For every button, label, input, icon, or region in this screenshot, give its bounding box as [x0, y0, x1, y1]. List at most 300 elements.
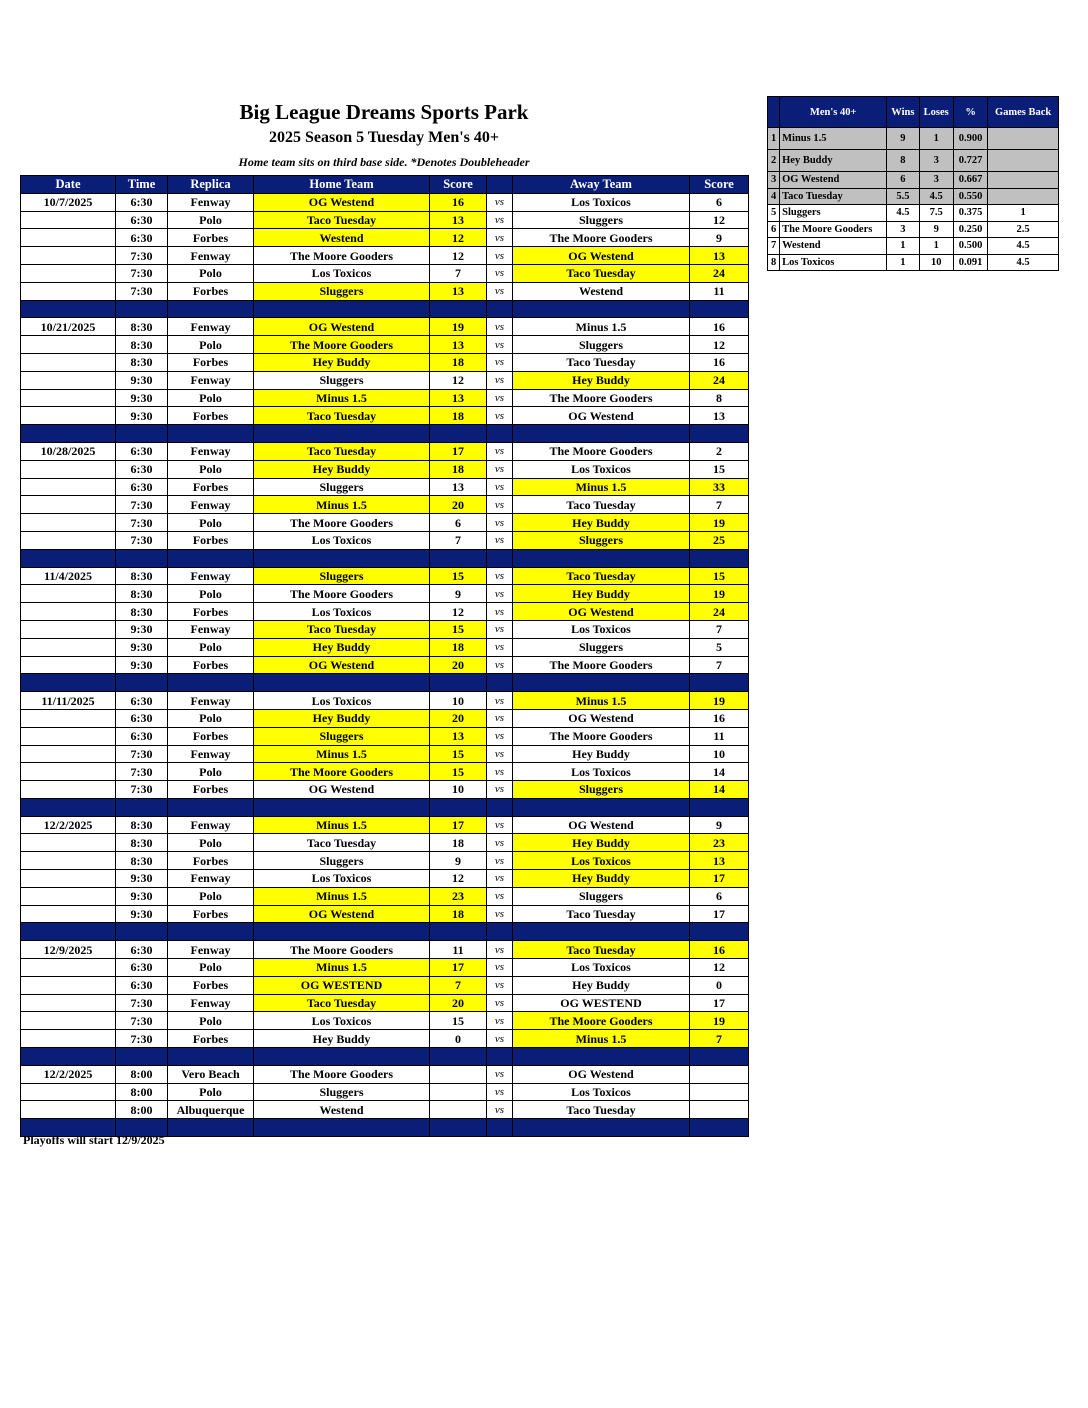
vs-label: vs	[487, 959, 513, 977]
away-team: Minus 1.5	[513, 318, 690, 336]
home-team: Westend	[254, 1101, 430, 1119]
game-time: 8:30	[116, 852, 168, 870]
home-score: 17	[430, 959, 487, 977]
game-date	[21, 336, 116, 354]
home-score: 17	[430, 816, 487, 834]
game-time: 8:00	[116, 1101, 168, 1119]
game-row	[21, 994, 749, 1012]
home-team: Hey Buddy	[254, 709, 430, 727]
game-replica: Forbes	[168, 229, 254, 247]
separator-cell	[487, 798, 513, 816]
separator-cell	[690, 798, 749, 816]
away-score: 6	[690, 193, 749, 211]
home-score: 23	[430, 887, 487, 905]
game-time: 6:30	[116, 976, 168, 994]
game-replica: Polo	[168, 585, 254, 603]
separator-cell	[254, 549, 430, 567]
away-team: The Moore Gooders	[513, 656, 690, 674]
game-row	[21, 193, 749, 211]
game-replica: Fenway	[168, 371, 254, 389]
game-time: 6:30	[116, 229, 168, 247]
away-team: Los Toxicos	[513, 852, 690, 870]
away-team: Los Toxicos	[513, 959, 690, 977]
game-date	[21, 389, 116, 407]
separator-cell	[168, 300, 254, 318]
game-date	[21, 959, 116, 977]
standings-table	[767, 96, 1059, 271]
standings-team: Hey Buddy	[780, 150, 887, 172]
home-team: Taco Tuesday	[254, 442, 430, 460]
separator-cell	[21, 300, 116, 318]
standings-loses: 1	[919, 128, 953, 150]
away-score: 19	[690, 1012, 749, 1030]
game-date	[21, 247, 116, 265]
separator-cell	[116, 549, 168, 567]
home-team: Minus 1.5	[254, 389, 430, 407]
away-score: 9	[690, 816, 749, 834]
home-team: Los Toxicos	[254, 870, 430, 888]
away-team: The Moore Gooders	[513, 389, 690, 407]
home-score: 10	[430, 692, 487, 710]
home-score: 7	[430, 531, 487, 549]
game-row	[21, 781, 749, 799]
home-score: 20	[430, 709, 487, 727]
standings-pct: 0.550	[953, 188, 987, 205]
vs-label: vs	[487, 852, 513, 870]
game-row	[21, 941, 749, 959]
game-row	[21, 692, 749, 710]
vs-label: vs	[487, 834, 513, 852]
separator-cell	[168, 549, 254, 567]
away-team: The Moore Gooders	[513, 229, 690, 247]
game-time: 9:30	[116, 620, 168, 638]
standings-loses: 4.5	[919, 188, 953, 205]
away-team: OG Westend	[513, 247, 690, 265]
vs-label: vs	[487, 211, 513, 229]
home-score: 13	[430, 211, 487, 229]
separator-cell	[487, 1119, 513, 1137]
game-date	[21, 781, 116, 799]
away-team: Minus 1.5	[513, 478, 690, 496]
separator-cell	[21, 798, 116, 816]
game-replica: Fenway	[168, 870, 254, 888]
game-date	[21, 620, 116, 638]
home-score: 15	[430, 763, 487, 781]
home-score: 18	[430, 638, 487, 656]
standings-games-back: 4.5	[988, 238, 1059, 255]
game-row	[21, 353, 749, 371]
home-team: Los Toxicos	[254, 531, 430, 549]
away-team: The Moore Gooders	[513, 1012, 690, 1030]
game-replica: Vero Beach	[168, 1065, 254, 1083]
away-score: 7	[690, 656, 749, 674]
home-team: The Moore Gooders	[254, 763, 430, 781]
vs-label: vs	[487, 763, 513, 781]
home-team: Minus 1.5	[254, 816, 430, 834]
standings-row	[768, 205, 1059, 222]
home-score: 18	[430, 460, 487, 478]
standings-wins: 5.5	[887, 188, 919, 205]
home-score: 0	[430, 1030, 487, 1048]
standings-row	[768, 254, 1059, 271]
game-date	[21, 994, 116, 1012]
home-score: 18	[430, 905, 487, 923]
vs-label: vs	[487, 816, 513, 834]
separator-cell	[430, 300, 487, 318]
game-date	[21, 656, 116, 674]
game-time: 8:00	[116, 1065, 168, 1083]
game-row	[21, 709, 749, 727]
game-replica: Forbes	[168, 727, 254, 745]
separator-cell	[254, 798, 430, 816]
separator-cell	[690, 300, 749, 318]
standings-wins: 1	[887, 238, 919, 255]
separator-cell	[21, 674, 116, 692]
game-replica: Forbes	[168, 976, 254, 994]
game-replica: Fenway	[168, 247, 254, 265]
game-replica: Forbes	[168, 1030, 254, 1048]
game-date: 10/7/2025	[21, 193, 116, 211]
separator-cell	[116, 923, 168, 941]
away-score: 17	[690, 870, 749, 888]
game-row	[21, 247, 749, 265]
separator-cell	[690, 425, 749, 443]
game-time: 7:30	[116, 1030, 168, 1048]
standings-row	[768, 221, 1059, 238]
standings-games-back	[988, 172, 1059, 189]
game-date	[21, 852, 116, 870]
col-header-away-score: Score	[690, 176, 749, 194]
home-team: Los Toxicos	[254, 1012, 430, 1030]
vs-label: vs	[487, 336, 513, 354]
game-time: 6:30	[116, 460, 168, 478]
standings-loses: 9	[919, 221, 953, 238]
away-team: Minus 1.5	[513, 692, 690, 710]
home-score: 7	[430, 264, 487, 282]
vs-label: vs	[487, 567, 513, 585]
away-team: OG Westend	[513, 709, 690, 727]
away-team: Los Toxicos	[513, 620, 690, 638]
game-date	[21, 976, 116, 994]
home-score: 13	[430, 727, 487, 745]
game-date	[21, 870, 116, 888]
away-score: 12	[690, 336, 749, 354]
game-row	[21, 976, 749, 994]
vs-label: vs	[487, 407, 513, 425]
home-score	[430, 1065, 487, 1083]
game-date	[21, 1030, 116, 1048]
away-team: Hey Buddy	[513, 585, 690, 603]
col-header-vs	[487, 176, 513, 194]
standings-wins: 3	[887, 221, 919, 238]
game-date	[21, 229, 116, 247]
home-team: Hey Buddy	[254, 638, 430, 656]
game-date	[21, 745, 116, 763]
separator-cell	[513, 549, 690, 567]
game-row	[21, 834, 749, 852]
game-replica: Polo	[168, 709, 254, 727]
game-time: 6:30	[116, 692, 168, 710]
game-row	[21, 371, 749, 389]
vs-label: vs	[487, 887, 513, 905]
vs-label: vs	[487, 318, 513, 336]
separator-cell	[254, 300, 430, 318]
home-score: 12	[430, 870, 487, 888]
standings-header-games-back: Games Back	[988, 97, 1059, 128]
game-time: 7:30	[116, 745, 168, 763]
separator-cell	[430, 1119, 487, 1137]
standings-rank: 3	[768, 172, 780, 189]
home-team: Minus 1.5	[254, 745, 430, 763]
away-score: 7	[690, 620, 749, 638]
home-score: 18	[430, 353, 487, 371]
standings-loses: 1	[919, 238, 953, 255]
separator-cell	[487, 549, 513, 567]
game-row	[21, 514, 749, 532]
game-time: 6:30	[116, 709, 168, 727]
away-score: 24	[690, 264, 749, 282]
away-score	[690, 1065, 749, 1083]
away-team: Hey Buddy	[513, 514, 690, 532]
week-separator	[21, 300, 749, 318]
home-team: Taco Tuesday	[254, 407, 430, 425]
standings-wins: 1	[887, 254, 919, 271]
game-row	[21, 1012, 749, 1030]
separator-cell	[513, 923, 690, 941]
vs-label: vs	[487, 1012, 513, 1030]
separator-cell	[21, 549, 116, 567]
game-time: 8:30	[116, 318, 168, 336]
away-score: 23	[690, 834, 749, 852]
away-score: 12	[690, 959, 749, 977]
home-score: 15	[430, 620, 487, 638]
game-date	[21, 1101, 116, 1119]
game-replica: Polo	[168, 389, 254, 407]
separator-cell	[168, 674, 254, 692]
standings-wins: 6	[887, 172, 919, 189]
home-score: 17	[430, 442, 487, 460]
game-replica: Forbes	[168, 656, 254, 674]
away-team: Hey Buddy	[513, 976, 690, 994]
home-score: 16	[430, 193, 487, 211]
game-date: 10/28/2025	[21, 442, 116, 460]
home-score: 12	[430, 371, 487, 389]
separator-cell	[116, 425, 168, 443]
week-separator	[21, 674, 749, 692]
home-team: Westend	[254, 229, 430, 247]
home-team: Taco Tuesday	[254, 620, 430, 638]
standings-pct: 0.900	[953, 128, 987, 150]
home-team: OG Westend	[254, 781, 430, 799]
home-score: 13	[430, 282, 487, 300]
game-replica: Polo	[168, 959, 254, 977]
schedule-header-row	[21, 176, 749, 194]
separator-cell	[690, 1119, 749, 1137]
week-separator	[21, 549, 749, 567]
home-team: Sluggers	[254, 852, 430, 870]
home-score: 13	[430, 389, 487, 407]
game-replica: Fenway	[168, 692, 254, 710]
away-team: Hey Buddy	[513, 834, 690, 852]
game-date	[21, 709, 116, 727]
home-team: Sluggers	[254, 371, 430, 389]
vs-label: vs	[487, 282, 513, 300]
separator-cell	[116, 674, 168, 692]
game-time: 6:30	[116, 442, 168, 460]
vs-label: vs	[487, 264, 513, 282]
game-row	[21, 656, 749, 674]
vs-label: vs	[487, 603, 513, 621]
away-team: Los Toxicos	[513, 460, 690, 478]
col-header-home-team: Home Team	[254, 176, 430, 194]
home-score: 18	[430, 407, 487, 425]
vs-label: vs	[487, 389, 513, 407]
game-replica: Polo	[168, 336, 254, 354]
away-team: Taco Tuesday	[513, 941, 690, 959]
game-replica: Polo	[168, 638, 254, 656]
away-score: 16	[690, 318, 749, 336]
game-date	[21, 834, 116, 852]
away-score: 16	[690, 709, 749, 727]
game-time: 8:30	[116, 567, 168, 585]
game-row	[21, 442, 749, 460]
game-time: 7:30	[116, 247, 168, 265]
game-replica: Fenway	[168, 318, 254, 336]
vs-label: vs	[487, 442, 513, 460]
game-row	[21, 763, 749, 781]
game-time: 9:30	[116, 870, 168, 888]
game-row	[21, 1065, 749, 1083]
vs-label: vs	[487, 531, 513, 549]
game-date	[21, 1083, 116, 1101]
standings-team: Los Toxicos	[780, 254, 887, 271]
separator-cell	[254, 425, 430, 443]
vs-label: vs	[487, 781, 513, 799]
game-row	[21, 620, 749, 638]
home-score	[430, 1101, 487, 1119]
standings-wins: 8	[887, 150, 919, 172]
standings-pct: 0.250	[953, 221, 987, 238]
game-replica: Forbes	[168, 478, 254, 496]
game-replica: Polo	[168, 264, 254, 282]
game-time: 9:30	[116, 407, 168, 425]
week-separator	[21, 798, 749, 816]
standings-games-back: 2.5	[988, 221, 1059, 238]
game-date	[21, 603, 116, 621]
separator-cell	[487, 300, 513, 318]
col-header-date: Date	[21, 176, 116, 194]
away-score: 13	[690, 852, 749, 870]
standings-team: The Moore Gooders	[780, 221, 887, 238]
game-date	[21, 887, 116, 905]
home-team: Hey Buddy	[254, 1030, 430, 1048]
game-replica: Polo	[168, 514, 254, 532]
standings-rank: 8	[768, 254, 780, 271]
game-date	[21, 905, 116, 923]
home-team: The Moore Gooders	[254, 336, 430, 354]
away-team: Hey Buddy	[513, 870, 690, 888]
away-score: 15	[690, 567, 749, 585]
standings-team: Taco Tuesday	[780, 188, 887, 205]
standings-games-back	[988, 188, 1059, 205]
col-header-time: Time	[116, 176, 168, 194]
away-score: 6	[690, 887, 749, 905]
standings-rank: 1	[768, 128, 780, 150]
game-row	[21, 496, 749, 514]
standings-loses: 10	[919, 254, 953, 271]
vs-label: vs	[487, 905, 513, 923]
vs-label: vs	[487, 976, 513, 994]
game-row	[21, 745, 749, 763]
away-score: 7	[690, 1030, 749, 1048]
separator-cell	[513, 798, 690, 816]
game-replica: Fenway	[168, 620, 254, 638]
home-team: Taco Tuesday	[254, 994, 430, 1012]
separator-cell	[21, 923, 116, 941]
standings-games-back	[988, 128, 1059, 150]
game-date: 11/11/2025	[21, 692, 116, 710]
vs-label: vs	[487, 585, 513, 603]
standings-rank: 2	[768, 150, 780, 172]
vs-label: vs	[487, 727, 513, 745]
game-replica: Forbes	[168, 603, 254, 621]
separator-cell	[168, 1048, 254, 1066]
away-team: Los Toxicos	[513, 193, 690, 211]
vs-label: vs	[487, 1030, 513, 1048]
away-team: The Moore Gooders	[513, 727, 690, 745]
standings-body	[768, 128, 1059, 271]
away-score: 11	[690, 282, 749, 300]
game-date	[21, 1012, 116, 1030]
game-time: 9:30	[116, 638, 168, 656]
home-score: 20	[430, 496, 487, 514]
game-row	[21, 389, 749, 407]
away-score: 5	[690, 638, 749, 656]
home-team: Sluggers	[254, 478, 430, 496]
separator-cell	[168, 425, 254, 443]
game-row	[21, 852, 749, 870]
home-team: Sluggers	[254, 727, 430, 745]
separator-cell	[430, 798, 487, 816]
vs-label: vs	[487, 1101, 513, 1119]
game-row	[21, 870, 749, 888]
game-row	[21, 1101, 749, 1119]
vs-label: vs	[487, 745, 513, 763]
game-row	[21, 282, 749, 300]
separator-cell	[430, 1048, 487, 1066]
away-team: Minus 1.5	[513, 1030, 690, 1048]
away-team: Sluggers	[513, 887, 690, 905]
away-score: 19	[690, 514, 749, 532]
home-score	[430, 1083, 487, 1101]
vs-label: vs	[487, 1065, 513, 1083]
game-row	[21, 567, 749, 585]
game-replica: Albuquerque	[168, 1101, 254, 1119]
away-team: Sluggers	[513, 781, 690, 799]
game-date	[21, 638, 116, 656]
vs-label: vs	[487, 941, 513, 959]
game-row	[21, 1030, 749, 1048]
game-time: 8:30	[116, 603, 168, 621]
standings-header-pct: %	[953, 97, 987, 128]
playoffs-note: Playoffs will start 12/9/2025	[23, 1133, 165, 1147]
game-replica: Forbes	[168, 905, 254, 923]
standings-loses: 7.5	[919, 205, 953, 222]
away-score	[690, 1101, 749, 1119]
away-team: OG WESTEND	[513, 994, 690, 1012]
game-date	[21, 496, 116, 514]
home-team: Hey Buddy	[254, 460, 430, 478]
